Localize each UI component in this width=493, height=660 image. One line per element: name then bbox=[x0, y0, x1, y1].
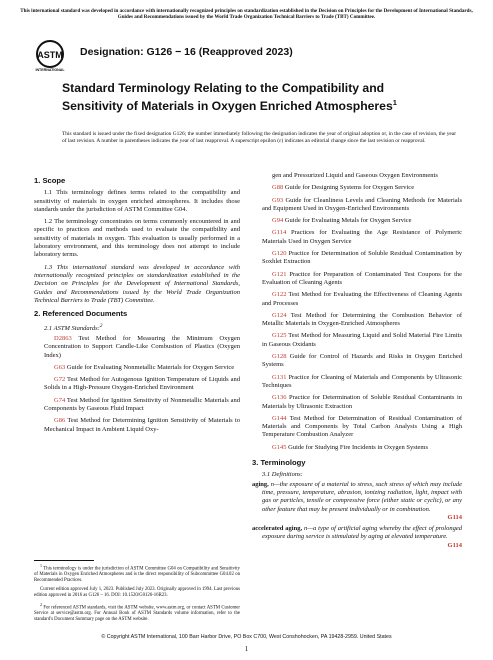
trade-notice: This international standard was developed in accordance with internationally recognized principles on standardization established in the Decision on Principles for the Development of International Standards, Guides and Recommendations issued by the World Trade Organization Technical Barriers to Trade (TBT) Committee. bbox=[20, 8, 473, 21]
definition-term: aging, bbox=[252, 480, 269, 488]
reference-title: Test Method for Determining the Combustion Behavior of Metallic Materials in Oxygen-Enriched Atmospheres bbox=[262, 311, 462, 328]
definition-source-link[interactable]: G114 bbox=[447, 513, 462, 521]
reference-title: Test Method for Determination of Residual Contamination of Materials and Components by Total Carbon Analysis Using a High Temperature Combustion Analyzer bbox=[262, 414, 462, 439]
scope-heading: 1. Scope bbox=[34, 176, 66, 185]
reference-link[interactable]: G121 bbox=[272, 270, 287, 278]
refs-intro-text: 2.1 ASTM Standards: bbox=[44, 325, 100, 333]
reference-link[interactable]: G120 bbox=[272, 250, 287, 258]
reference-title: Practice for Cleaning of Materials and Components by Ultrasonic Techniques bbox=[262, 373, 463, 389]
scope-paragraph: 1.2 The terminology concentrates on terms commonly encountered in and specific to practices and methods used to evaluate the compatibility and sensitivity of materials in oxygen. This evaluation is usually performed in a laboratory environment, and this terminology does not attempt to include laboratory terms. bbox=[34, 218, 240, 259]
terminology-heading: 3. Terminology bbox=[252, 458, 306, 468]
reference-title: Guide for Evaluating Metals for Oxygen Service bbox=[284, 217, 412, 225]
reference-title: Guide for Control of Hazards and Risks in Oxygen Enriched Systems bbox=[262, 353, 463, 369]
reference-item bbox=[252, 312, 462, 329]
scope-paragraph: 1.1 This terminology defines terms related to the compatibility and sensitivity of materials in oxygen enriched atmospheres. It includes those standards under the jurisdiction of ASTM Committee G04. bbox=[34, 189, 240, 213]
left-column bbox=[34, 172, 240, 438]
reference-continuation: gen and Pressurized Liquid and Gaseous Oxygen Environments bbox=[272, 172, 438, 179]
logo-text: INTERNATIONAL bbox=[35, 68, 65, 72]
reference-link[interactable]: G124 bbox=[272, 311, 287, 319]
reference-item bbox=[252, 197, 462, 214]
reference-link[interactable]: G125 bbox=[272, 332, 287, 340]
footnote-divider bbox=[34, 560, 94, 561]
footnote-2: $^2$ For referenced ASTM standards, visit the ASTM website, www.astm.org, or contact ASTM Customer Service at service@astm.org. For Annual Book of ASTM Standards volume information, refer to the standard's Document Summary page on the ASTM website. bbox=[34, 601, 240, 622]
issuance-note: This standard is issued under the fixed designation G126; the number immediately following the designation indicates the year of original adoption or, in the case of revision, the year of last revision. A number in parentheses indicates the year of last reapproval. A superscript epsilon (ε) indicates an editorial change since the last revision or reapproval. bbox=[62, 131, 456, 144]
reference-item bbox=[252, 374, 462, 391]
definition-entry bbox=[252, 481, 462, 522]
reference-item bbox=[252, 415, 462, 440]
reference-item bbox=[252, 332, 462, 349]
reference-link[interactable]: G94 bbox=[272, 217, 284, 225]
reference-link[interactable]: G145 bbox=[272, 443, 287, 451]
scope-paragraph: 1.3 This international standard was developed in accordance with internationally recognized principles on standardization established in the Decision on Principles for the Development of International Standards, Guides and Recommendations issued by the World Trade Organization Technical Barriers to Trade (TBT) Committee. bbox=[34, 263, 240, 304]
reference-item bbox=[252, 217, 462, 225]
designation: Designation: G126 − 16 (Reapproved 2023) bbox=[80, 46, 293, 58]
reference-title: Practices for Evaluating the Age Resistance of Polymeric Materials Used in Oxygen Service bbox=[262, 229, 462, 245]
reference-title: Guide for Evaluating Nonmetallic Materials for Oxygen Service bbox=[66, 363, 235, 371]
reference-title: Practice for Preparation of Contaminated Test Coupons for the Evaluation of Cleaning Agents bbox=[262, 270, 463, 286]
reference-item bbox=[252, 394, 462, 411]
reference-item bbox=[252, 444, 462, 452]
copyright-line: © Copyright ASTM International, 100 Barr Harbor Drive, PO Box C700, West Conshohocken, PA 19428-2959. United States bbox=[101, 634, 392, 640]
reference-title: Guide for Cleanliness Levels and Cleaning Methods for Materials and Equipment Used in Oxygen-Enriched Environments bbox=[262, 196, 462, 212]
astm-logo bbox=[32, 38, 68, 74]
title-footnote-mark: 1 bbox=[392, 97, 397, 107]
reference-item bbox=[252, 184, 462, 192]
definition-entry bbox=[252, 525, 462, 550]
definition-source-link[interactable]: G114 bbox=[447, 541, 462, 549]
definition-text: n—the exposure of a material to stress, such stress of which may include time, pressure, temperature, abrasion, ionizing radiation, light, impact with gas or particles, tensile or compressive force (either static or cyclic), or any other feature that may be present individually or in combination. bbox=[262, 480, 463, 513]
definitions-intro: 3.1 Definitions: bbox=[262, 471, 303, 479]
reference-item bbox=[252, 271, 462, 288]
reference-title: Test Method for Determining Ignition Sensitivity of Materials to Mechanical Impact in Ambient Liquid Oxy- bbox=[44, 417, 240, 433]
reference-link[interactable]: G131 bbox=[272, 373, 287, 381]
reference-list bbox=[252, 184, 462, 452]
reference-link[interactable]: G122 bbox=[272, 291, 287, 299]
reference-title: Guide for Studying Fire Incidents in Oxygen Systems bbox=[288, 443, 428, 451]
reference-item bbox=[252, 229, 462, 246]
reference-list bbox=[34, 335, 240, 434]
reference-title: Practice for Determination of Soluble Residual Contamination by Soxhlet Extraction bbox=[262, 250, 462, 266]
footnote-mark: 2 bbox=[99, 323, 103, 330]
reference-title: Test Method for Evaluating the Effectiveness of Cleaning Agents and Processes bbox=[262, 291, 462, 307]
reference-item bbox=[34, 397, 240, 414]
title-text: Standard Terminology Relating to the Compatibility and Sensitivity of Materials in Oxygen Enriched Atmospheres bbox=[62, 81, 393, 113]
reference-link[interactable]: G93 bbox=[272, 196, 284, 204]
footnotes bbox=[34, 563, 240, 626]
page-number: 1 bbox=[244, 645, 249, 653]
reference-title: Test Method for Measuring the Minimum Oxygen Concentration to Support Candle-Like Combustion of Plastics (Oxygen Index) bbox=[44, 334, 241, 359]
reference-link[interactable]: G128 bbox=[272, 353, 287, 361]
footnote-1b: Current edition approved July 1, 2023. Published July 2023. Originally approved in 1994. Last previous edition approved in 2016 as G126 – 16. DOI: 10.1520/G0126-16R23. bbox=[34, 586, 240, 598]
reference-link[interactable]: G144 bbox=[272, 414, 287, 422]
reference-item bbox=[34, 376, 240, 393]
reference-title: Practice for Determination of Soluble Residual Contaminants in Materials by Ultrasonic Extraction bbox=[262, 394, 463, 410]
reference-link[interactable]: G88 bbox=[272, 184, 284, 192]
reference-item bbox=[34, 417, 240, 434]
reference-item bbox=[252, 353, 462, 370]
reference-title: Test Method for Autogenous Ignition Temperature of Liquids and Solids in a High-Pressure Oxygen-Enriched Environment bbox=[44, 376, 240, 392]
reference-link[interactable]: G72 bbox=[54, 376, 66, 384]
refs-heading: 2. Referenced Documents bbox=[34, 309, 128, 319]
reference-item bbox=[34, 364, 240, 372]
reference-item bbox=[252, 291, 462, 308]
reference-link[interactable]: G86 bbox=[54, 417, 66, 425]
reference-title: Test Method for Measuring Liquid and Solid Material Fire Limits in Gaseous Oxidants bbox=[262, 332, 462, 348]
reference-link[interactable]: D2863 bbox=[54, 334, 72, 342]
document-title bbox=[62, 82, 442, 113]
reference-link[interactable]: G114 bbox=[272, 229, 287, 237]
reference-item bbox=[34, 335, 240, 360]
definition-term: accelerated aging, bbox=[252, 525, 303, 533]
reference-title: Test Method for Ignition Sensitivity of Nonmetallic Materials and Components by Gaseous Fluid Impact bbox=[44, 396, 240, 412]
reference-link[interactable]: G136 bbox=[272, 394, 287, 402]
definition-text: n—a type of artificial aging whereby the effect of prolonged exposure during service is stimulated by aging at elevated temperature. bbox=[262, 525, 462, 541]
refs-intro bbox=[34, 322, 240, 333]
svg-text:ASTM: ASTM bbox=[37, 50, 63, 60]
reference-item bbox=[252, 250, 462, 267]
right-column bbox=[252, 172, 462, 550]
footnote-1: $^1$ This terminology is under the jurisdiction of ASTM Committee G04 on Compatibility and Sensitivity of Materials in Oxygen Enriched Atmospheres and is the direct responsibility of Subcommittee G04.02 on Recommended Practices. bbox=[34, 563, 240, 584]
reference-link[interactable]: G74 bbox=[54, 396, 66, 404]
reference-link[interactable]: G63 bbox=[54, 363, 66, 371]
reference-title: Guide for Designing Systems for Oxygen Service bbox=[284, 184, 415, 192]
